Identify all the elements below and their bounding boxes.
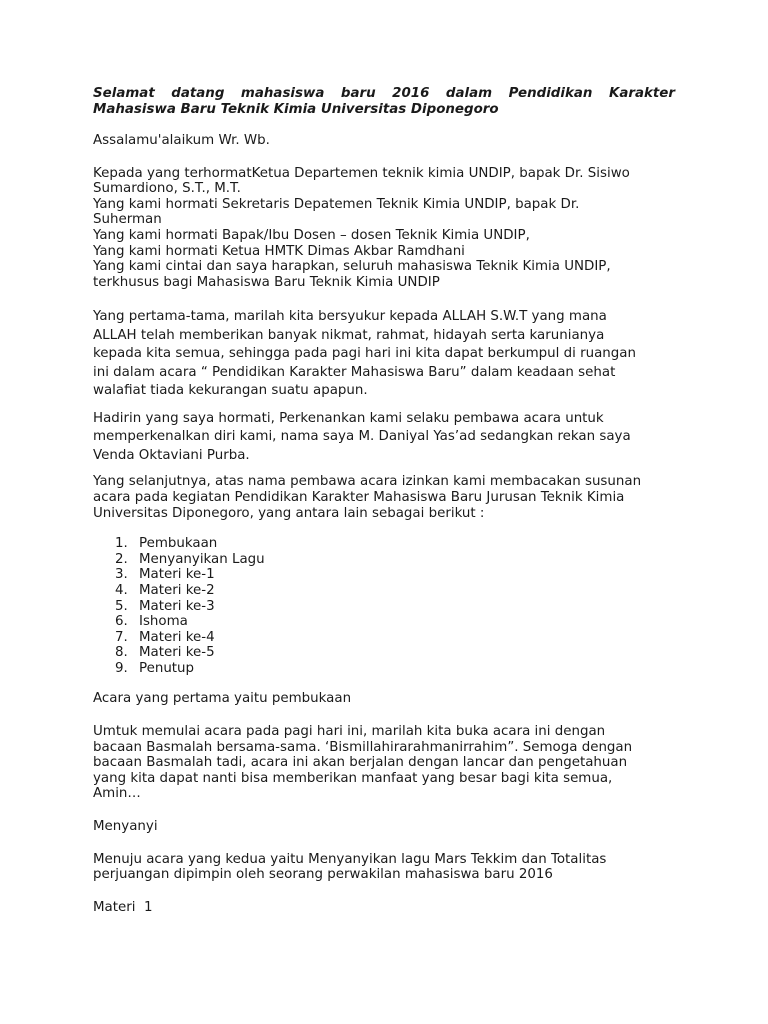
agenda-number: 8. xyxy=(115,645,128,661)
greeting-line: Yang kami hormati Sekretaris Depatemen Teknik Kimia UNDIP, bapak Dr. xyxy=(93,196,580,212)
paragraph-line: bacaan Basmalah tadi, acara ini akan berjalan dengan lancar dan pengetahuan xyxy=(93,755,628,771)
agenda-label: Pembukaan xyxy=(139,536,218,552)
opening-paragraph xyxy=(93,724,675,802)
title-line: Mahasiswa Baru Teknik Kimia Universitas Diponegoro xyxy=(93,102,499,117)
agenda-number: 5. xyxy=(115,598,128,614)
agenda-label: Materi ke-4 xyxy=(139,629,215,645)
paragraph-line: Yang pertama-tama, marilah kita bersyukur kepada ALLAH S.W.T yang mana xyxy=(93,309,607,325)
paragraph-gratitude xyxy=(93,308,675,401)
paragraph-line: walafiat tiada kekurangan suatu apapun. xyxy=(93,383,368,399)
paragraph-line: acara pada kegiatan Pendidikan Karakter Mahasiswa Baru Jurusan Teknik Kimia xyxy=(93,489,625,505)
agenda-item xyxy=(93,661,675,677)
document-title xyxy=(93,86,675,118)
agenda-item xyxy=(93,552,675,568)
greeting-line: Kepada yang terhormatKetua Departemen teknik kimia UNDIP, bapak Dr. Sisiwo xyxy=(93,165,630,181)
paragraph-line: Menuju acara yang kedua yaitu Menyanyikan lagu Mars Tekkim dan Totalitas xyxy=(93,851,607,867)
paragraph-line: Umtuk memulai acara pada pagi hari ini, marilah kita buka acara ini dengan xyxy=(93,724,606,740)
agenda-number: 3. xyxy=(115,567,128,583)
paragraph-line: Hadirin yang saya hormati, Perkenankan kami selaku pembawa acara untuk xyxy=(93,410,604,426)
paragraph-agenda-intro xyxy=(93,474,675,521)
agenda-number: 6. xyxy=(115,614,128,630)
agenda-item xyxy=(93,567,675,583)
paragraph-introduction xyxy=(93,410,675,466)
paragraph-line: Universitas Diponegoro, yang antara lain sebagai berikut : xyxy=(93,505,485,521)
agenda-label: Penutup xyxy=(139,660,195,676)
agenda-label: Menyanyikan Lagu xyxy=(139,551,265,567)
agenda-item xyxy=(93,614,675,630)
greeting-line: Yang kami cintai dan saya harapkan, seluruh mahasiswa Teknik Kimia UNDIP, xyxy=(93,259,611,275)
agenda-list xyxy=(93,536,675,676)
greeting-line: Suherman xyxy=(93,212,162,228)
greeting-line: terkhusus bagi Mahasiswa Baru Teknik Kimia UNDIP xyxy=(93,274,440,290)
agenda-label: Materi ke-1 xyxy=(139,567,215,583)
paragraph-line: Venda Oktaviani Purba. xyxy=(93,447,250,463)
greeting-line: Sumardiono, S.T., M.T. xyxy=(93,181,241,197)
title-line: Selamat datang mahasiswa baru 2016 dalam Pendidikan Karakter xyxy=(93,86,675,101)
paragraph-line: ini dalam acara “ Pendidikan Karakter Mahasiswa Baru” dalam keadaan sehat xyxy=(93,364,616,380)
materi-heading: Materi 1 xyxy=(93,899,153,915)
paragraph-line: bacaan Basmalah bersama-sama. ‘Bismillahirarahmanirrahim”. Semoga dengan xyxy=(93,739,633,755)
paragraph-line: perjuangan dipimpin oleh seorang perwakilan mahasiswa baru 2016 xyxy=(93,867,553,883)
agenda-item xyxy=(93,645,675,661)
agenda-number: 2. xyxy=(115,551,128,567)
document-page xyxy=(93,86,675,915)
greeting-line: Yang kami hormati Ketua HMTK Dimas Akbar Ramdhani xyxy=(93,243,465,259)
paragraph-line: yang kita dapat nanti bisa memberikan manfaat yang besar bagi kita semua, xyxy=(93,770,613,786)
paragraph-line: Amin… xyxy=(93,786,141,802)
greeting-line: Yang kami hormati Bapak/Ibu Dosen – dosen Teknik Kimia UNDIP, xyxy=(93,227,530,243)
paragraph-line: Yang selanjutnya, atas nama pembawa acara izinkan kami membacakan susunan xyxy=(93,474,642,490)
agenda-item xyxy=(93,583,675,599)
paragraph-line: ALLAH telah memberikan banyak nikmat, rahmat, hidayah serta karunianya xyxy=(93,327,605,343)
greetings-block xyxy=(93,166,675,291)
sing-paragraph xyxy=(93,852,675,883)
agenda-number: 4. xyxy=(115,582,128,598)
agenda-item xyxy=(93,599,675,615)
agenda-number: 1. xyxy=(115,536,128,552)
paragraph-line: kepada kita semua, sehingga pada pagi hari ini kita dapat berkumpul di ruangan xyxy=(93,346,636,362)
salam-text: Assalamu'alaikum Wr. Wb. xyxy=(93,133,270,148)
agenda-label: Materi ke-3 xyxy=(139,598,215,614)
agenda-label: Materi ke-2 xyxy=(139,582,215,598)
agenda-number: 7. xyxy=(115,629,128,645)
sing-heading: Menyanyi xyxy=(93,819,158,835)
paragraph-line: memperkenalkan diri kami, nama saya M. Daniyal Yas’ad sedangkan rekan saya xyxy=(93,429,631,445)
agenda-item xyxy=(93,630,675,646)
agenda-number: 9. xyxy=(115,660,128,676)
agenda-label: Materi ke-5 xyxy=(139,645,215,661)
agenda-item xyxy=(93,536,675,552)
agenda-label: Ishoma xyxy=(139,614,188,630)
opening-heading: Acara yang pertama yaitu pembukaan xyxy=(93,691,352,707)
